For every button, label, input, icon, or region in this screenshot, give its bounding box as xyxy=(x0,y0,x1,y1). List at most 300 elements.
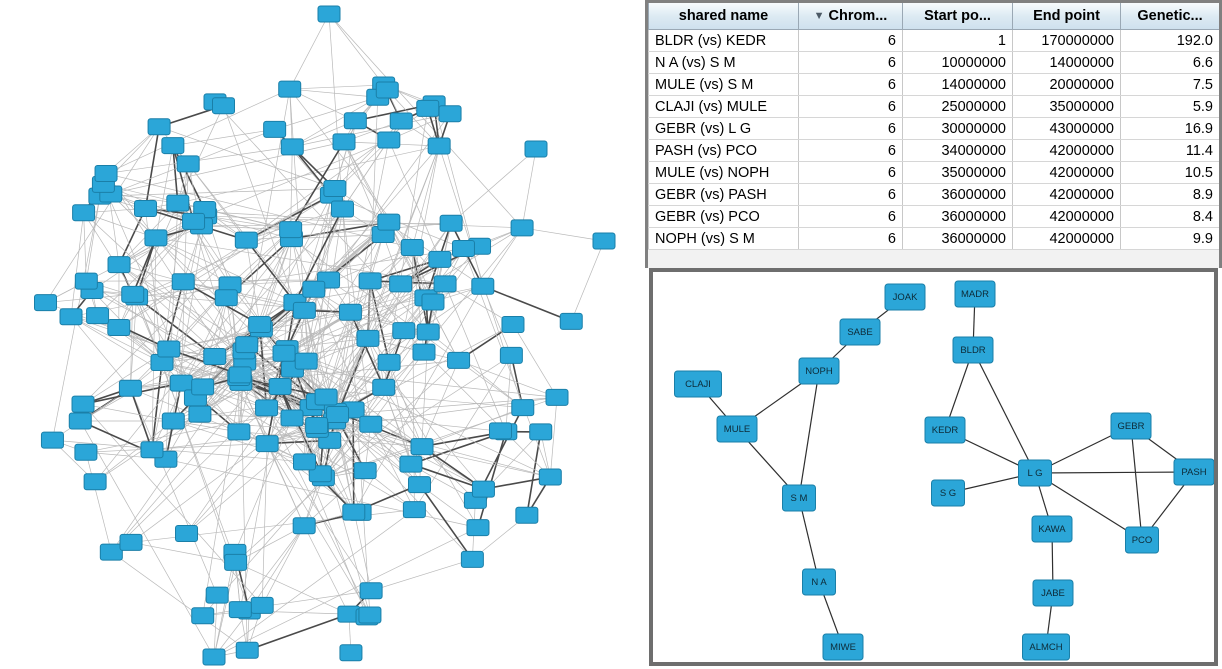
node-shape[interactable] xyxy=(413,344,435,360)
table-cell-name[interactable]: N A (vs) S M xyxy=(649,52,799,74)
subnetwork-node[interactable] xyxy=(783,485,816,511)
node-shape[interactable] xyxy=(280,222,302,238)
node-shape[interactable] xyxy=(359,607,381,623)
network-node[interactable] xyxy=(472,481,494,497)
node-shape[interactable] xyxy=(417,324,439,340)
selected-subnetwork-graph[interactable] xyxy=(653,272,1214,662)
network-node[interactable] xyxy=(225,554,247,570)
node-shape[interactable] xyxy=(403,502,425,518)
node-shape[interactable] xyxy=(235,232,257,248)
table-cell-end[interactable]: 20000000 xyxy=(1013,74,1121,96)
node-shape[interactable] xyxy=(281,139,303,155)
table-cell-start[interactable]: 25000000 xyxy=(903,96,1013,118)
network-node[interactable] xyxy=(192,608,214,624)
node-shape[interactable] xyxy=(183,213,205,229)
node-shape[interactable] xyxy=(236,642,258,658)
node-shape[interactable] xyxy=(135,200,157,216)
network-node[interactable] xyxy=(158,341,180,357)
column-header-shared-name[interactable] xyxy=(649,3,799,30)
node-shape[interactable] xyxy=(472,278,494,294)
network-node[interactable] xyxy=(228,424,250,440)
network-node[interactable] xyxy=(354,463,376,479)
network-node[interactable] xyxy=(87,308,109,324)
network-node[interactable] xyxy=(512,400,534,416)
network-node[interactable] xyxy=(489,423,511,439)
table-cell-end[interactable]: 14000000 xyxy=(1013,52,1121,74)
table-cell-genetic[interactable]: 6.6 xyxy=(1121,52,1220,74)
node-shape[interactable] xyxy=(269,379,291,395)
node-shape[interactable] xyxy=(511,220,533,236)
network-node[interactable] xyxy=(204,348,226,364)
network-node[interactable] xyxy=(539,469,561,485)
network-node[interactable] xyxy=(359,273,381,289)
network-node[interactable] xyxy=(461,551,483,567)
node-shape[interactable] xyxy=(422,294,444,310)
node-shape[interactable] xyxy=(376,82,398,98)
network-node[interactable] xyxy=(393,323,415,339)
table-cell-end[interactable]: 42000000 xyxy=(1013,206,1121,228)
table-cell-start[interactable]: 36000000 xyxy=(903,228,1013,250)
node-shape[interactable] xyxy=(461,551,483,567)
node-shape[interactable] xyxy=(390,113,412,129)
network-node[interactable] xyxy=(215,290,237,306)
table-cell-start[interactable]: 30000000 xyxy=(903,118,1013,140)
network-node[interactable] xyxy=(162,138,184,154)
network-node[interactable] xyxy=(293,302,315,318)
network-node[interactable] xyxy=(264,121,286,137)
node-shape[interactable] xyxy=(360,416,382,432)
table-cell-start[interactable]: 34000000 xyxy=(903,140,1013,162)
network-node[interactable] xyxy=(593,233,615,249)
table-cell-chrom[interactable]: 6 xyxy=(799,140,903,162)
table-cell-genetic[interactable]: 9.9 xyxy=(1121,228,1220,250)
table-cell-start[interactable]: 36000000 xyxy=(903,184,1013,206)
network-node[interactable] xyxy=(60,309,82,325)
node-shape[interactable] xyxy=(530,424,552,440)
node-shape[interactable] xyxy=(60,309,82,325)
subnetwork-node[interactable] xyxy=(823,634,863,660)
node-shape[interactable] xyxy=(440,215,462,231)
network-node[interactable] xyxy=(373,379,395,395)
subnetwork-node[interactable] xyxy=(1111,413,1151,439)
node-shape[interactable] xyxy=(293,302,315,318)
table-cell-name[interactable]: PASH (vs) PCO xyxy=(649,140,799,162)
network-node[interactable] xyxy=(75,273,97,289)
network-node[interactable] xyxy=(448,352,470,368)
node-shape[interactable] xyxy=(393,323,415,339)
table-row[interactable] xyxy=(649,162,1220,184)
network-node[interactable] xyxy=(236,642,258,658)
table-cell-name[interactable]: GEBR (vs) PASH xyxy=(649,184,799,206)
node-shape[interactable] xyxy=(390,276,412,292)
table-cell-genetic[interactable]: 11.4 xyxy=(1121,140,1220,162)
node-shape[interactable] xyxy=(215,290,237,306)
table-cell-name[interactable]: NOPH (vs) S M xyxy=(649,228,799,250)
network-node[interactable] xyxy=(357,330,379,346)
node-shape[interactable] xyxy=(35,295,57,311)
node-shape[interactable] xyxy=(315,389,337,405)
table-cell-chrom[interactable]: 6 xyxy=(799,206,903,228)
subnetwork-node[interactable] xyxy=(675,371,722,397)
node-shape[interactable] xyxy=(512,400,534,416)
network-node[interactable] xyxy=(41,432,63,448)
network-node[interactable] xyxy=(206,587,228,603)
network-node[interactable] xyxy=(294,454,316,470)
table-row[interactable] xyxy=(649,30,1220,52)
node-shape[interactable] xyxy=(189,406,211,422)
node-shape[interactable] xyxy=(119,380,141,396)
network-node[interactable] xyxy=(170,375,192,391)
network-node[interactable] xyxy=(119,380,141,396)
node-shape[interactable] xyxy=(340,645,362,661)
node-shape[interactable] xyxy=(192,608,214,624)
network-node[interactable] xyxy=(344,113,366,129)
network-node[interactable] xyxy=(378,132,400,148)
node-shape[interactable] xyxy=(327,407,349,423)
table-cell-name[interactable]: BLDR (vs) KEDR xyxy=(649,30,799,52)
network-node[interactable] xyxy=(120,534,142,550)
network-node[interactable] xyxy=(417,324,439,340)
table-cell-chrom[interactable]: 6 xyxy=(799,96,903,118)
network-node[interactable] xyxy=(502,317,524,333)
subnetwork-node[interactable] xyxy=(1126,527,1159,553)
node-shape[interactable] xyxy=(249,316,271,332)
node-shape[interactable] xyxy=(546,389,568,405)
network-node[interactable] xyxy=(100,544,122,560)
network-node[interactable] xyxy=(408,477,430,493)
node-shape[interactable] xyxy=(236,337,258,353)
table-body[interactable] xyxy=(649,30,1220,250)
node-shape[interactable] xyxy=(516,507,538,523)
column-header-chromosome[interactable] xyxy=(799,3,903,30)
network-node[interactable] xyxy=(162,413,184,429)
table-cell-chrom[interactable]: 6 xyxy=(799,162,903,184)
network-node[interactable] xyxy=(339,304,361,320)
table-row[interactable] xyxy=(649,228,1220,250)
node-shape[interactable] xyxy=(41,432,63,448)
network-node[interactable] xyxy=(189,406,211,422)
network-node[interactable] xyxy=(73,205,95,221)
network-node[interactable] xyxy=(434,276,456,292)
subnetwork-node[interactable] xyxy=(1023,634,1070,660)
selected-subnetwork-panel[interactable] xyxy=(649,268,1218,666)
node-shape[interactable] xyxy=(279,81,301,97)
node-shape[interactable] xyxy=(87,308,109,324)
node-shape[interactable] xyxy=(229,602,251,618)
node-shape[interactable] xyxy=(256,400,278,416)
node-shape[interactable] xyxy=(448,352,470,368)
node-shape[interactable] xyxy=(108,320,130,336)
table-cell-genetic[interactable]: 8.4 xyxy=(1121,206,1220,228)
node-shape[interactable] xyxy=(294,454,316,470)
network-node[interactable] xyxy=(256,436,278,452)
node-shape[interactable] xyxy=(417,100,439,116)
subnetwork-node[interactable] xyxy=(1032,516,1072,542)
node-shape[interactable] xyxy=(251,597,273,613)
node-shape[interactable] xyxy=(560,313,582,329)
network-node[interactable] xyxy=(203,649,225,665)
network-node[interactable] xyxy=(439,106,461,122)
node-shape[interactable] xyxy=(331,201,353,217)
network-node[interactable] xyxy=(340,645,362,661)
network-node[interactable] xyxy=(403,502,425,518)
node-shape[interactable] xyxy=(502,317,524,333)
node-shape[interactable] xyxy=(500,347,522,363)
network-node[interactable] xyxy=(72,396,94,412)
network-node[interactable] xyxy=(422,294,444,310)
subnetwork-node[interactable] xyxy=(955,281,995,307)
network-node[interactable] xyxy=(467,520,489,536)
network-node[interactable] xyxy=(148,119,170,135)
network-node[interactable] xyxy=(400,456,422,472)
node-shape[interactable] xyxy=(145,230,167,246)
node-shape[interactable] xyxy=(295,353,317,369)
network-node[interactable] xyxy=(327,407,349,423)
network-node[interactable] xyxy=(331,201,353,217)
network-node[interactable] xyxy=(141,442,163,458)
node-shape[interactable] xyxy=(539,469,561,485)
node-shape[interactable] xyxy=(264,121,286,137)
network-node[interactable] xyxy=(281,139,303,155)
table-cell-chrom[interactable]: 6 xyxy=(799,52,903,74)
network-node[interactable] xyxy=(472,278,494,294)
table-cell-start[interactable]: 14000000 xyxy=(903,74,1013,96)
table-cell-genetic[interactable]: 8.9 xyxy=(1121,184,1220,206)
network-node[interactable] xyxy=(440,215,462,231)
network-node[interactable] xyxy=(417,100,439,116)
table-cell-genetic[interactable]: 5.9 xyxy=(1121,96,1220,118)
node-shape[interactable] xyxy=(378,132,400,148)
subnetwork-node[interactable] xyxy=(1033,580,1073,606)
network-node[interactable] xyxy=(376,82,398,98)
table-cell-start[interactable]: 35000000 xyxy=(903,162,1013,184)
node-shape[interactable] xyxy=(203,649,225,665)
network-node[interactable] xyxy=(390,113,412,129)
node-shape[interactable] xyxy=(373,379,395,395)
node-shape[interactable] xyxy=(333,134,355,150)
node-shape[interactable] xyxy=(489,423,511,439)
network-node[interactable] xyxy=(249,316,271,332)
subnetwork-node[interactable] xyxy=(1019,460,1052,486)
node-shape[interactable] xyxy=(400,456,422,472)
network-node[interactable] xyxy=(280,222,302,238)
network-node[interactable] xyxy=(251,597,273,613)
network-node[interactable] xyxy=(75,444,97,460)
node-shape[interactable] xyxy=(192,379,214,395)
network-node[interactable] xyxy=(192,379,214,395)
node-shape[interactable] xyxy=(525,141,547,157)
network-node[interactable] xyxy=(360,416,382,432)
node-shape[interactable] xyxy=(339,304,361,320)
node-shape[interactable] xyxy=(360,583,382,599)
node-shape[interactable] xyxy=(204,348,226,364)
node-shape[interactable] xyxy=(69,413,91,429)
column-header-end-point[interactable] xyxy=(1013,3,1121,30)
node-shape[interactable] xyxy=(593,233,615,249)
node-shape[interactable] xyxy=(256,436,278,452)
node-shape[interactable] xyxy=(225,554,247,570)
network-node[interactable] xyxy=(167,195,189,211)
network-node[interactable] xyxy=(122,286,144,302)
table-cell-genetic[interactable]: 16.9 xyxy=(1121,118,1220,140)
column-header-genetic[interactable] xyxy=(1121,3,1220,30)
node-shape[interactable] xyxy=(303,281,325,297)
network-node[interactable] xyxy=(390,276,412,292)
network-node[interactable] xyxy=(546,389,568,405)
network-node[interactable] xyxy=(333,134,355,150)
network-node[interactable] xyxy=(69,413,91,429)
network-node[interactable] xyxy=(108,320,130,336)
node-shape[interactable] xyxy=(167,195,189,211)
network-node[interactable] xyxy=(108,257,130,273)
table-row[interactable] xyxy=(649,184,1220,206)
network-node[interactable] xyxy=(135,200,157,216)
node-shape[interactable] xyxy=(84,474,106,490)
column-header-start-point[interactable] xyxy=(903,3,1013,30)
network-node[interactable] xyxy=(378,354,400,370)
network-node[interactable] xyxy=(273,345,295,361)
network-node[interactable] xyxy=(318,6,340,22)
node-shape[interactable] xyxy=(293,518,315,534)
network-node[interactable] xyxy=(511,220,533,236)
table-cell-end[interactable]: 170000000 xyxy=(1013,30,1121,52)
table-cell-genetic[interactable]: 192.0 xyxy=(1121,30,1220,52)
table-cell-end[interactable]: 42000000 xyxy=(1013,184,1121,206)
node-shape[interactable] xyxy=(401,240,423,256)
node-shape[interactable] xyxy=(273,345,295,361)
node-shape[interactable] xyxy=(172,274,194,290)
node-shape[interactable] xyxy=(408,477,430,493)
table-row[interactable] xyxy=(649,206,1220,228)
subnetwork-node[interactable] xyxy=(840,319,880,345)
network-node[interactable] xyxy=(324,181,346,197)
network-node[interactable] xyxy=(343,504,365,520)
table-row[interactable] xyxy=(649,96,1220,118)
node-shape[interactable] xyxy=(467,520,489,536)
network-node[interactable] xyxy=(359,607,381,623)
node-shape[interactable] xyxy=(162,413,184,429)
table-cell-chrom[interactable]: 6 xyxy=(799,118,903,140)
network-node[interactable] xyxy=(172,274,194,290)
table-cell-name[interactable]: GEBR (vs) PCO xyxy=(649,206,799,228)
network-node[interactable] xyxy=(281,410,303,426)
network-node[interactable] xyxy=(429,251,451,267)
table-cell-name[interactable]: MULE (vs) S M xyxy=(649,74,799,96)
shared-name-table[interactable] xyxy=(648,3,1220,250)
node-shape[interactable] xyxy=(158,341,180,357)
node-shape[interactable] xyxy=(452,241,474,257)
network-node[interactable] xyxy=(176,526,198,542)
network-node[interactable] xyxy=(411,439,433,455)
node-shape[interactable] xyxy=(378,354,400,370)
table-cell-end[interactable]: 43000000 xyxy=(1013,118,1121,140)
node-shape[interactable] xyxy=(108,257,130,273)
network-node[interactable] xyxy=(293,518,315,534)
table-cell-chrom[interactable]: 6 xyxy=(799,74,903,96)
subnetwork-node[interactable] xyxy=(717,416,757,442)
subnetwork-node-layer[interactable] xyxy=(675,281,1215,660)
node-shape[interactable] xyxy=(354,463,376,479)
network-node[interactable] xyxy=(303,281,325,297)
filter-icon[interactable]: ▼ xyxy=(813,10,825,23)
network-node[interactable] xyxy=(530,424,552,440)
node-shape[interactable] xyxy=(434,276,456,292)
network-node[interactable] xyxy=(525,141,547,157)
node-shape[interactable] xyxy=(100,544,122,560)
network-node[interactable] xyxy=(256,400,278,416)
table-row[interactable] xyxy=(649,52,1220,74)
network-node[interactable] xyxy=(229,602,251,618)
network-node[interactable] xyxy=(306,418,328,434)
network-node[interactable] xyxy=(428,138,450,154)
network-node[interactable] xyxy=(279,81,301,97)
node-shape[interactable] xyxy=(378,214,400,230)
node-shape[interactable] xyxy=(324,181,346,197)
network-node[interactable] xyxy=(229,367,251,383)
node-shape[interactable] xyxy=(176,526,198,542)
node-shape[interactable] xyxy=(306,418,328,434)
network-node[interactable] xyxy=(183,213,205,229)
network-node[interactable] xyxy=(516,507,538,523)
network-node[interactable] xyxy=(212,98,234,114)
network-node[interactable] xyxy=(95,166,117,182)
table-cell-start[interactable]: 10000000 xyxy=(903,52,1013,74)
node-shape[interactable] xyxy=(170,375,192,391)
network-node[interactable] xyxy=(269,379,291,395)
node-shape[interactable] xyxy=(357,330,379,346)
table-cell-start[interactable]: 1 xyxy=(903,30,1013,52)
table-row[interactable] xyxy=(649,140,1220,162)
network-node[interactable] xyxy=(177,156,199,172)
network-node[interactable] xyxy=(560,313,582,329)
table-cell-name[interactable]: CLAJI (vs) MULE xyxy=(649,96,799,118)
table-cell-end[interactable]: 42000000 xyxy=(1013,228,1121,250)
node-shape[interactable] xyxy=(75,273,97,289)
node-shape[interactable] xyxy=(228,424,250,440)
network-node[interactable] xyxy=(413,344,435,360)
node-shape[interactable] xyxy=(212,98,234,114)
node-shape[interactable] xyxy=(141,442,163,458)
network-node[interactable] xyxy=(145,230,167,246)
network-node[interactable] xyxy=(236,337,258,353)
table-cell-chrom[interactable]: 6 xyxy=(799,228,903,250)
network-node[interactable] xyxy=(500,347,522,363)
table-cell-chrom[interactable]: 6 xyxy=(799,184,903,206)
node-shape[interactable] xyxy=(75,444,97,460)
table-cell-end[interactable]: 35000000 xyxy=(1013,96,1121,118)
table-row[interactable] xyxy=(649,118,1220,140)
table-cell-name[interactable]: GEBR (vs) L G xyxy=(649,118,799,140)
node-shape[interactable] xyxy=(343,504,365,520)
table-cell-chrom[interactable]: 6 xyxy=(799,30,903,52)
subnetwork-node[interactable] xyxy=(885,284,925,310)
subnetwork-node[interactable] xyxy=(932,480,965,506)
network-node[interactable] xyxy=(295,353,317,369)
node-shape[interactable] xyxy=(439,106,461,122)
subnetwork-node[interactable] xyxy=(799,358,839,384)
node-shape[interactable] xyxy=(472,481,494,497)
node-shape[interactable] xyxy=(428,138,450,154)
network-node[interactable] xyxy=(235,232,257,248)
table-cell-genetic[interactable]: 7.5 xyxy=(1121,74,1220,96)
node-shape[interactable] xyxy=(177,156,199,172)
node-shape[interactable] xyxy=(120,534,142,550)
table-row[interactable] xyxy=(649,74,1220,96)
node-shape[interactable] xyxy=(206,587,228,603)
node-shape[interactable] xyxy=(122,286,144,302)
node-shape[interactable] xyxy=(95,166,117,182)
subnetwork-node[interactable] xyxy=(803,569,836,595)
